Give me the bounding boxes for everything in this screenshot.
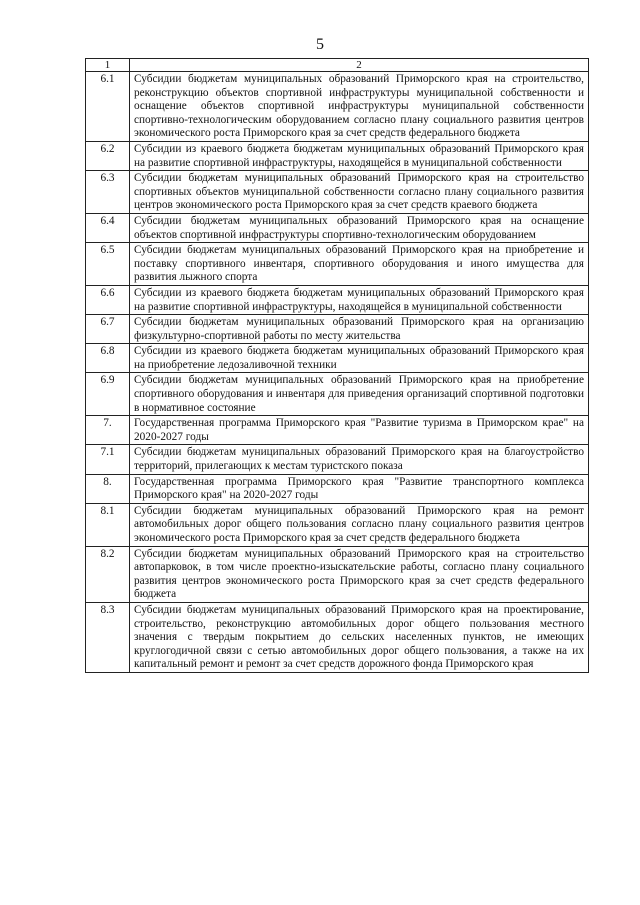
table-row bbox=[86, 243, 589, 286]
row-description: Государственная программа Приморского края "Развитие транспортного комплекса Приморского края" на 2020-2027 годы bbox=[130, 474, 589, 503]
row-number: 6.9 bbox=[86, 373, 130, 416]
table-row bbox=[86, 602, 589, 672]
row-number: 7. bbox=[86, 416, 130, 445]
row-number: 6.6 bbox=[86, 285, 130, 314]
table-row bbox=[86, 285, 589, 314]
row-description: Субсидии бюджетам муниципальных образований Приморского края на организацию физкультурно-спортивной работы по месту жительства bbox=[130, 315, 589, 344]
row-number: 6.3 bbox=[86, 171, 130, 214]
table-row bbox=[86, 213, 589, 242]
row-number: 8. bbox=[86, 474, 130, 503]
row-description: Субсидии бюджетам муниципальных образований Приморского края на приобретение и поставку спортивного инвентаря, спортивного оборудования и иного имущества для развития лыжного спорта bbox=[130, 243, 589, 286]
table-row bbox=[86, 474, 589, 503]
row-number: 6.7 bbox=[86, 315, 130, 344]
row-description: Субсидии из краевого бюджета бюджетам муниципальных образований Приморского края на развитие спортивной инфраструктуры, находящейся в муниципальной собственности bbox=[130, 141, 589, 170]
row-description: Субсидии бюджетам муниципальных образований Приморского края на строительство спортивных объектов муниципальной собственности согласно плану социального развития центров экономического роста Приморского края за счет средств краевого бюджета bbox=[130, 171, 589, 214]
table-row bbox=[86, 344, 589, 373]
row-number: 6.4 bbox=[86, 213, 130, 242]
row-description: Субсидии бюджетам муниципальных образований Приморского края на приобретение спортивного оборудования и инвентаря для приведения организаций спортивной подготовки в нормативное состояние bbox=[130, 373, 589, 416]
table-row bbox=[86, 315, 589, 344]
table-row bbox=[86, 546, 589, 602]
row-number: 6.2 bbox=[86, 141, 130, 170]
row-number: 7.1 bbox=[86, 445, 130, 474]
row-description: Субсидии бюджетам муниципальных образований Приморского края на ремонт автомобильных дорог общего пользования согласно плану социального развития центров экономического роста Приморского края за счет средств федерального бюджета bbox=[130, 503, 589, 546]
row-description: Субсидии бюджетам муниципальных образований Приморского края на оснащение объектов спортивной инфраструктуры спортивно-технологическим оборудованием bbox=[130, 213, 589, 242]
table-row bbox=[86, 141, 589, 170]
table-row bbox=[86, 171, 589, 214]
row-description: Государственная программа Приморского края "Развитие туризма в Приморском крае" на 2020-2027 годы bbox=[130, 416, 589, 445]
row-description: Субсидии бюджетам муниципальных образований Приморского края на строительство автопарковок, в том числе проектно-изыскательские работы, согласно плану социального развития центров экономического роста Приморского края за счет средств федерального бюджета bbox=[130, 546, 589, 602]
column-header-number: 1 bbox=[86, 59, 130, 72]
table-row bbox=[86, 416, 589, 445]
row-number: 8.2 bbox=[86, 546, 130, 602]
table-header-row bbox=[86, 59, 589, 72]
row-number: 6.5 bbox=[86, 243, 130, 286]
row-description: Субсидии бюджетам муниципальных образований Приморского края на благоустройство территорий, прилегающих к местам туристского показа bbox=[130, 445, 589, 474]
table-row bbox=[86, 445, 589, 474]
row-description: Субсидии из краевого бюджета бюджетам муниципальных образований Приморского края на приобретение ледозаливочной техники bbox=[130, 344, 589, 373]
row-description: Субсидии из краевого бюджета бюджетам муниципальных образований Приморского края на развитие спортивной инфраструктуры, находящейся в муниципальной собственности bbox=[130, 285, 589, 314]
column-header-description: 2 bbox=[130, 59, 589, 72]
row-number: 6.1 bbox=[86, 72, 130, 142]
table-row bbox=[86, 373, 589, 416]
row-description: Субсидии бюджетам муниципальных образований Приморского края на проектирование, строительство, реконструкцию автомобильных дорог общего пользования местного значения с твердым покрытием до сельских населенных пунктов, не имеющих круглогодичной связи с сетью автомобильных дорог общего пользования, а также на их капитальный ремонт и ремонт за счет средств дорожного фонда Приморского края bbox=[130, 602, 589, 672]
row-number: 8.3 bbox=[86, 602, 130, 672]
row-number: 8.1 bbox=[86, 503, 130, 546]
subsidies-table bbox=[85, 58, 589, 673]
row-description: Субсидии бюджетам муниципальных образований Приморского края на строительство, реконструкцию объектов спортивной инфраструктуры муниципальной собственности и оснащение объектов спортивной инфраструктуры муниципальной собственности спортивно-технологическим оборудованием согласно плану социального развития центров экономического роста Приморского края за счет средств федерального бюджета bbox=[130, 72, 589, 142]
page-number: 5 bbox=[316, 36, 324, 53]
table-row bbox=[86, 72, 589, 142]
row-number: 6.8 bbox=[86, 344, 130, 373]
table-row bbox=[86, 503, 589, 546]
